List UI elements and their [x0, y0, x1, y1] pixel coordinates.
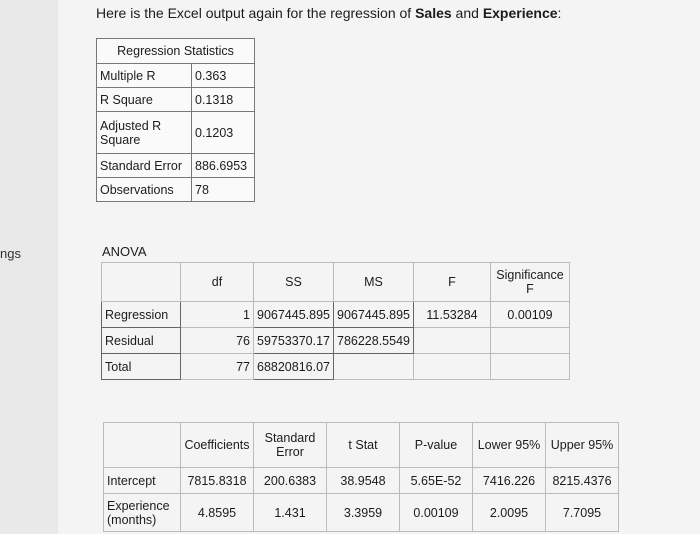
anova-df: 77	[181, 354, 254, 380]
anova-ss: 68820816.07	[254, 354, 334, 380]
coef-row-name-line2: (months)	[107, 512, 157, 527]
anova-header-sig-line1: Significance	[496, 268, 564, 282]
regstats-value: 0.1318	[192, 88, 255, 112]
anova-empty	[491, 354, 570, 380]
anova-df: 76	[181, 328, 254, 354]
coef-t: 3.3959	[327, 494, 400, 532]
regstats-label-line1: Adjusted R	[100, 118, 162, 133]
anova-source: Total	[102, 354, 181, 380]
anova-header-sig-line2: F	[526, 282, 534, 296]
anova-header-df: df	[181, 263, 254, 302]
anova-header-ss: SS	[254, 263, 334, 302]
anova-header-ms: MS	[334, 263, 414, 302]
regstats-label-line2: Square	[100, 132, 141, 147]
heading-text	[96, 5, 561, 21]
anova-ss: 59753370.17	[254, 328, 334, 354]
coef-se: 1.431	[254, 494, 327, 532]
coef-row-name-line1: Experience	[107, 498, 170, 513]
coef-row-name	[104, 494, 181, 532]
anova-header-f: F	[414, 263, 491, 302]
heading-var1: Sales	[415, 5, 452, 21]
heading-var2: Experience	[482, 5, 558, 21]
regstats-label: Observations	[97, 178, 192, 202]
anova-header-significance	[491, 263, 570, 302]
coef-lower: 2.0095	[473, 494, 546, 532]
anova-label: ANOVA	[102, 244, 147, 259]
coef-header-empty	[104, 423, 181, 468]
side-text-fragment: ngs	[0, 246, 21, 261]
anova-df: 1	[181, 302, 254, 328]
regstats-value: 78	[192, 178, 255, 202]
anova-table	[101, 262, 570, 380]
anova-source: Regression	[102, 302, 181, 328]
coef-header-coefficients: Coefficients	[181, 423, 254, 468]
anova-ss: 9067445.895	[254, 302, 334, 328]
regstats-value: 0.1203	[192, 112, 255, 154]
regstats-label	[97, 112, 192, 154]
coef-header-p-value: P-value	[400, 423, 473, 468]
regstats-value: 0.363	[192, 64, 255, 88]
anova-f: 11.53284	[414, 302, 491, 328]
coef-header-se-line2: Error	[276, 445, 304, 459]
coef-lower: 7416.226	[473, 468, 546, 494]
anova-ms: 9067445.895	[334, 302, 414, 328]
coef-header-upper-95: Upper 95%	[546, 423, 619, 468]
heading-prefix: Here is the Excel output again for the regression of	[96, 5, 416, 21]
anova-header-empty	[102, 263, 181, 302]
regression-statistics-table	[96, 38, 255, 202]
coef-header-t-stat: t Stat	[327, 423, 400, 468]
coef-header-standard-error	[254, 423, 327, 468]
coef-p: 0.00109	[400, 494, 473, 532]
coef-value: 4.8595	[181, 494, 254, 532]
coef-header-se-line1: Standard	[264, 431, 316, 445]
heading-connector: and	[451, 5, 483, 21]
heading-suffix: :	[557, 5, 562, 21]
anova-empty	[414, 328, 491, 354]
coef-row-name: Intercept	[104, 468, 181, 494]
coef-se: 200.6383	[254, 468, 327, 494]
coef-upper: 8215.4376	[546, 468, 619, 494]
regstats-label: Standard Error	[97, 154, 192, 178]
anova-empty	[414, 354, 491, 380]
coef-t: 38.9548	[327, 468, 400, 494]
anova-ms: 786228.5549	[334, 328, 414, 354]
coef-p: 5.65E-52	[400, 468, 473, 494]
regstats-label: R Square	[97, 88, 192, 112]
regstats-title: Regression Statistics	[97, 39, 255, 64]
coef-upper: 7.7095	[546, 494, 619, 532]
coef-header-lower-95: Lower 95%	[473, 423, 546, 468]
regstats-label: Multiple R	[97, 64, 192, 88]
anova-source: Residual	[102, 328, 181, 354]
anova-sig: 0.00109	[491, 302, 570, 328]
coef-value: 7815.8318	[181, 468, 254, 494]
regstats-value: 886.6953	[192, 154, 255, 178]
anova-empty	[334, 354, 414, 380]
coefficients-table	[103, 422, 619, 532]
anova-empty	[491, 328, 570, 354]
